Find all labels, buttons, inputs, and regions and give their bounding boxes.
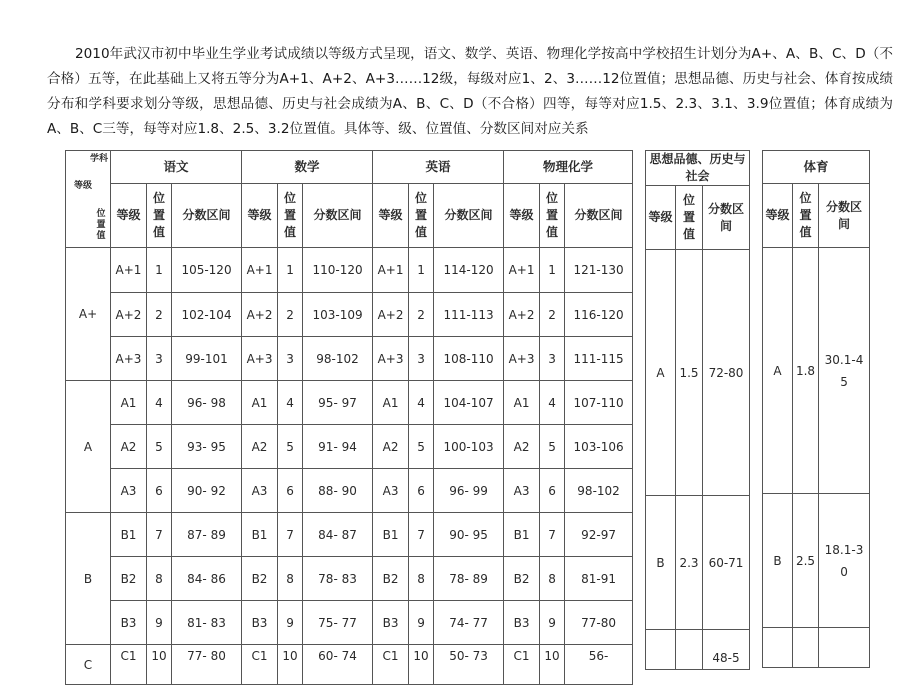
cell-pos: 6 [147, 469, 172, 513]
cell-range: 90- 92 [172, 469, 242, 513]
cell-pos: 5 [409, 425, 434, 469]
cell-pos: 7 [540, 513, 565, 557]
table-row [66, 425, 633, 469]
cell-range: 96- 98 [172, 381, 242, 425]
cell-range: 98-102 [565, 469, 633, 513]
cell-range: 114-120 [434, 248, 504, 293]
cell-level: B2 [111, 557, 147, 601]
cell-level: A1 [111, 381, 147, 425]
cell-level: B1 [373, 513, 409, 557]
cell-level: A+2 [242, 293, 278, 337]
cell-level: A+1 [504, 248, 540, 293]
pe-range: 30.1-45 [819, 248, 870, 494]
moral-pos: 1.5 [676, 250, 703, 496]
cell-range: 99-101 [172, 337, 242, 381]
col-level-header: 等级 [373, 184, 409, 248]
cell-range: 77-80 [565, 601, 633, 645]
cell-range: 78- 89 [434, 557, 504, 601]
moral-pos [676, 630, 703, 670]
cell-range: 92-97 [565, 513, 633, 557]
cell-level: B3 [242, 601, 278, 645]
cell-level: A+1 [242, 248, 278, 293]
col-range-header: 分数区间 [703, 186, 750, 250]
cell-pos: 10 [540, 645, 565, 685]
pe-pos: 1.8 [793, 248, 819, 494]
cell-range: 84- 86 [172, 557, 242, 601]
cell-range: 88- 90 [303, 469, 373, 513]
col-level-header: 等级 [763, 184, 793, 248]
pe-range: 18.1-30 [819, 494, 870, 628]
cell-pos: 5 [278, 425, 303, 469]
cell-range: 111-115 [565, 337, 633, 381]
col-pos-header: 位置值 [793, 184, 819, 248]
moral-level: A [646, 250, 676, 496]
pe-pos: 2.5 [793, 494, 819, 628]
moral-range: 60-71 [703, 496, 750, 630]
cell-pos: 3 [278, 337, 303, 381]
cell-level: B3 [504, 601, 540, 645]
cell-pos: 9 [147, 601, 172, 645]
col-level-header: 等级 [504, 184, 540, 248]
cell-level: A+2 [504, 293, 540, 337]
col-range-header: 分数区间 [819, 184, 870, 248]
cell-range: 93- 95 [172, 425, 242, 469]
cell-pos: 8 [409, 557, 434, 601]
col-pos-header: 位置值 [540, 184, 565, 248]
cell-pos: 10 [409, 645, 434, 685]
cell-level: A1 [504, 381, 540, 425]
cell-pos: 4 [147, 381, 172, 425]
cell-level: C1 [373, 645, 409, 685]
cell-range: 74- 77 [434, 601, 504, 645]
col-level-header: 等级 [111, 184, 147, 248]
cell-range: 81- 83 [172, 601, 242, 645]
pe-level: A [763, 248, 793, 494]
cell-range: 96- 99 [434, 469, 504, 513]
col-pos-header: 位置值 [278, 184, 303, 248]
cell-pos: 1 [409, 248, 434, 293]
moral-header: 思想品德、历史与社会 [646, 151, 750, 186]
cell-level: A1 [373, 381, 409, 425]
col-range-header: 分数区间 [303, 184, 373, 248]
cell-pos: 1 [147, 248, 172, 293]
cell-pos: 8 [147, 557, 172, 601]
cell-pos: 6 [278, 469, 303, 513]
subject-header: 物理化学 [504, 151, 633, 184]
cell-range: 60- 74 [303, 645, 373, 685]
cell-level: B2 [373, 557, 409, 601]
table-row [66, 293, 633, 337]
cell-level: A3 [242, 469, 278, 513]
cell-pos: 7 [409, 513, 434, 557]
cell-pos: 10 [147, 645, 172, 685]
cell-range: 90- 95 [434, 513, 504, 557]
cell-range: 98-102 [303, 337, 373, 381]
cell-level: A3 [504, 469, 540, 513]
col-range-header: 分数区间 [172, 184, 242, 248]
cell-level: A+1 [111, 248, 147, 293]
cell-pos: 7 [147, 513, 172, 557]
grade-label: A [66, 381, 111, 513]
cell-level: A2 [111, 425, 147, 469]
col-level-header: 等级 [646, 186, 676, 250]
cell-level: A+3 [111, 337, 147, 381]
cell-level: B3 [111, 601, 147, 645]
cell-pos: 4 [540, 381, 565, 425]
cell-range: 56- [565, 645, 633, 685]
cell-level: C1 [504, 645, 540, 685]
cell-level: A+3 [373, 337, 409, 381]
cell-range: 102-104 [172, 293, 242, 337]
cell-level: A+3 [242, 337, 278, 381]
intro-paragraph [47, 42, 893, 142]
cell-pos: 3 [540, 337, 565, 381]
col-range-header: 分数区间 [565, 184, 633, 248]
cell-level: A+3 [504, 337, 540, 381]
cell-level: A2 [242, 425, 278, 469]
table-row [66, 381, 633, 425]
grade-label: A+ [66, 248, 111, 381]
cell-pos: 8 [278, 557, 303, 601]
cell-range: 50- 73 [434, 645, 504, 685]
grade-label: C [66, 645, 111, 685]
table-row [66, 337, 633, 381]
cell-pos: 4 [278, 381, 303, 425]
cell-level: A2 [504, 425, 540, 469]
cell-level: B1 [504, 513, 540, 557]
intro-text: 2010年武汉市初中毕业生学业考试成绩以等级方式呈现，语文、数学、英语、物理化学按高中学校招生计划分为A+、A、B、C、D（不合格）五等，在此基础上又将五等分为A+1、A+2、A+3……12级，每级对应1、2、3……12位置值；思想品德、历史与社会、体育按成绩分布和学科要求划分等级，思想品德、历史与社会成绩为A、B、C、D（不合格）四等，每等对应1.5、2.3、3.1、3.9位置值；体育成绩为A、B、C三等，每等对应1.8、2.5、3.2位置值。具体等、级、位置值、分数区间对应关系 [47, 46, 893, 137]
pe-header: 体育 [763, 151, 870, 184]
col-level-header: 等级 [242, 184, 278, 248]
cell-range: 108-110 [434, 337, 504, 381]
cell-range: 77- 80 [172, 645, 242, 685]
cell-range: 103-106 [565, 425, 633, 469]
subject-header: 英语 [373, 151, 504, 184]
cell-level: A+2 [373, 293, 409, 337]
cell-range: 116-120 [565, 293, 633, 337]
cell-level: B1 [111, 513, 147, 557]
cell-range: 111-113 [434, 293, 504, 337]
main-grade-table [65, 150, 633, 685]
corner-position: 位置值 [96, 209, 106, 241]
cell-level: A3 [373, 469, 409, 513]
cell-pos: 1 [540, 248, 565, 293]
cell-range: 104-107 [434, 381, 504, 425]
cell-pos: 6 [540, 469, 565, 513]
cell-range: 103-109 [303, 293, 373, 337]
col-pos-header: 位置值 [147, 184, 172, 248]
cell-level: A2 [373, 425, 409, 469]
cell-range: 84- 87 [303, 513, 373, 557]
pe-table [762, 150, 870, 668]
col-range-header: 分数区间 [434, 184, 504, 248]
cell-level: C1 [111, 645, 147, 685]
grade-label: B [66, 513, 111, 645]
cell-level: A1 [242, 381, 278, 425]
table-row [66, 248, 633, 293]
table-row [66, 469, 633, 513]
cell-pos: 4 [409, 381, 434, 425]
table-row [66, 557, 633, 601]
table-row [66, 513, 633, 557]
col-pos-header: 位置值 [676, 186, 703, 250]
cell-level: A+2 [111, 293, 147, 337]
cell-pos: 5 [540, 425, 565, 469]
col-pos-header: 位置值 [409, 184, 434, 248]
cell-pos: 6 [409, 469, 434, 513]
cell-pos: 2 [147, 293, 172, 337]
cell-pos: 8 [540, 557, 565, 601]
cell-range: 75- 77 [303, 601, 373, 645]
moral-level: B [646, 496, 676, 630]
table-row [66, 601, 633, 645]
pe-level: B [763, 494, 793, 628]
cell-range: 78- 83 [303, 557, 373, 601]
cell-level: B1 [242, 513, 278, 557]
cell-pos: 2 [409, 293, 434, 337]
cell-pos: 9 [278, 601, 303, 645]
cell-pos: 9 [409, 601, 434, 645]
cell-range: 100-103 [434, 425, 504, 469]
cell-pos: 9 [540, 601, 565, 645]
cell-pos: 7 [278, 513, 303, 557]
cell-level: B2 [504, 557, 540, 601]
cell-pos: 3 [147, 337, 172, 381]
cell-range: 121-130 [565, 248, 633, 293]
cell-range: 107-110 [565, 381, 633, 425]
cell-pos: 1 [278, 248, 303, 293]
moral-history-table [645, 150, 750, 670]
cell-level: B2 [242, 557, 278, 601]
subject-header: 数学 [242, 151, 373, 184]
cell-level: A3 [111, 469, 147, 513]
subject-header: 语文 [111, 151, 242, 184]
corner-grade: 等级 [74, 181, 93, 191]
moral-pos: 2.3 [676, 496, 703, 630]
moral-level [646, 630, 676, 670]
moral-range: 72-80 [703, 250, 750, 496]
cell-range: 110-120 [303, 248, 373, 293]
cell-range: 105-120 [172, 248, 242, 293]
cell-level: A+1 [373, 248, 409, 293]
corner-subject: 学科 [90, 154, 109, 164]
cell-pos: 5 [147, 425, 172, 469]
cell-range: 87- 89 [172, 513, 242, 557]
cell-level: B3 [373, 601, 409, 645]
cell-level: C1 [242, 645, 278, 685]
cell-pos: 10 [278, 645, 303, 685]
cell-range: 91- 94 [303, 425, 373, 469]
cell-range: 95- 97 [303, 381, 373, 425]
moral-range: 48-5 [703, 630, 750, 670]
cell-pos: 2 [540, 293, 565, 337]
cell-range: 81-91 [565, 557, 633, 601]
cell-pos: 3 [409, 337, 434, 381]
cell-pos: 2 [278, 293, 303, 337]
corner-cell [66, 151, 111, 248]
